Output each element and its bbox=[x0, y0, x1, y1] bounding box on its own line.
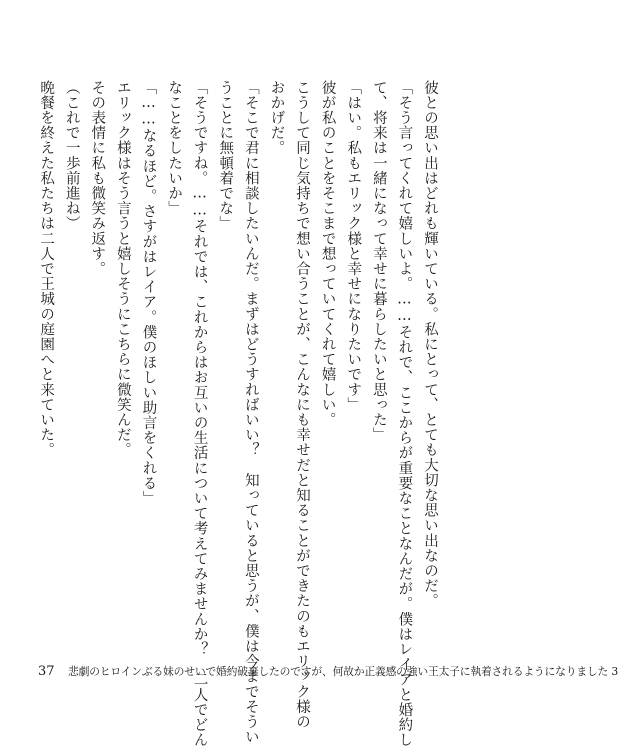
text-line-2: 「そう言ってくれて嬉しいよ。……それで、ここからが重要なことなんだが。僕はレイアと婚約し bbox=[396, 80, 413, 747]
text-line-11: なことをしたいか」 bbox=[166, 80, 183, 216]
text-line-5: 彼が私のことをそこまで想っていてくれて嬉しい。 bbox=[319, 80, 336, 428]
text-line-8: 「そこで君に相談したいんだ。まずはどうすればいい？ 知っていると思うが、僕は今までそうい bbox=[242, 80, 259, 745]
text-line-15: （これで一歩前進ね） bbox=[63, 80, 80, 231]
text-line-4: 「はい。私もエリック様と幸せになりたいです」 bbox=[345, 80, 362, 413]
page-number: 37 bbox=[38, 664, 55, 679]
text-line-16: 晩餐を終えた私たちは二人で王城の庭園へと来ていた。 bbox=[38, 80, 55, 458]
page-footer bbox=[38, 664, 618, 682]
text-line-12: 「……なるほど。さすがはレイア。僕のほしい助言をくれる」 bbox=[140, 80, 157, 506]
text-line-14: その表情に私も微笑み返す。 bbox=[89, 80, 106, 277]
text-line-10: 「そうですね。……それでは、これからはお互いの生活について考えてみませんか？ 二人でどん bbox=[191, 80, 208, 747]
text-line-1: 彼との思い出はどれも輝いている。私にとって、とても大切な思い出なのだ。 bbox=[422, 80, 438, 609]
text-line-6: こうして同じ気持ちで想い合うことが、こんなにも幸せだと知ることができたのもエリック様の bbox=[294, 80, 311, 730]
text-line-3: て、将来は一緒になって幸せに暮らしたいと思った」 bbox=[370, 80, 387, 443]
text-line-13: エリック様はそう言うと嬉しそうにこちらに微笑んだ。 bbox=[114, 80, 131, 458]
running-title: 悲劇のヒロインぶる妹のせいで婚約破棄したのですが、何故か正義感の強い王太子に執着されるようになりました 3 bbox=[68, 665, 618, 678]
text-line-7: おかげだ。 bbox=[268, 80, 285, 156]
text-line-9: うことに無頓着でな」 bbox=[217, 80, 234, 231]
